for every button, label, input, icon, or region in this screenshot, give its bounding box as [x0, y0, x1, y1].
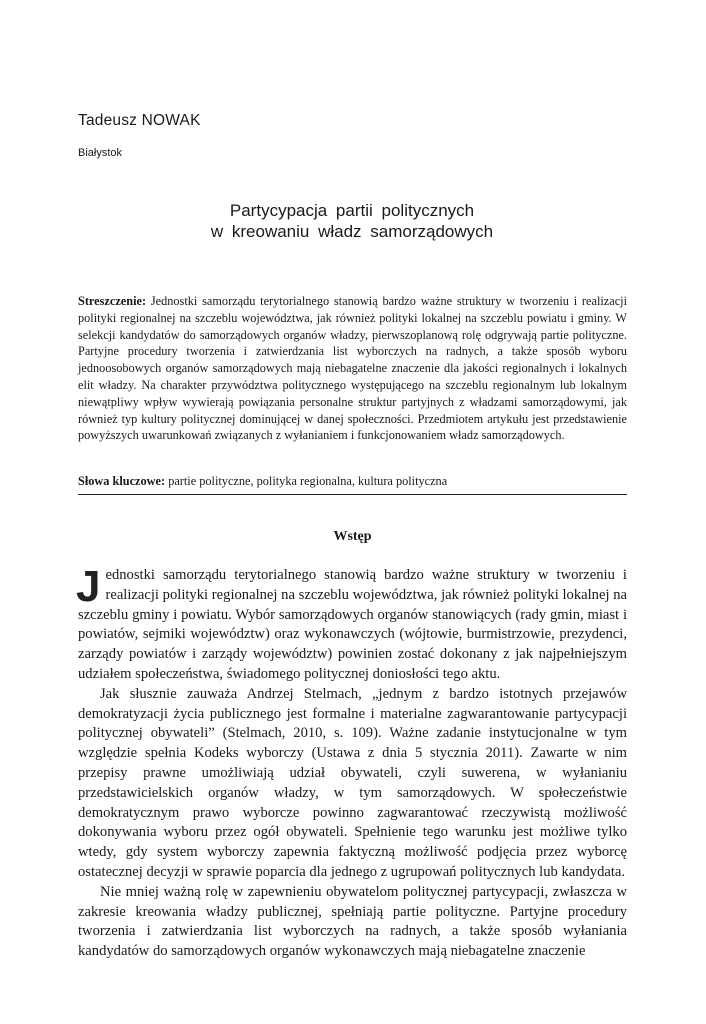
- abstract-label: Streszczenie:: [78, 294, 147, 308]
- keywords-label: Słowa kluczowe:: [78, 474, 166, 488]
- body-text: [76, 562, 627, 962]
- keywords-text: partie polityczne, polityka regionalna, kultura polityczna: [168, 474, 448, 488]
- article-title: [78, 200, 626, 242]
- drop-cap: J: [76, 562, 101, 611]
- author-name: Tadeusz NOWAK: [78, 112, 201, 129]
- article-title-line-1: Partycypacja partii politycznych: [229, 201, 475, 220]
- author-affiliation: Białystok: [78, 147, 123, 159]
- paragraph-1: [76, 562, 627, 685]
- paragraph-1-text: ednostki samorządu terytorialnego stanowią bardzo ważne struktury w tworzeniu i realizacji polityki regionalnej na szczeblu województwa, jak również polityki lokalnej na szczeblu gminy i powiatu. Wybór samorządowych organów stanowiących (rady gmin, miast i powiatów, sejmiki województw) oraz wykonawczych (wójtowie, burmistrzowie, prezydenci, zarządy powiatów i zarządy województw) powinien zostać dokonany z jak najpełniejszym udziałem społeczeństwa, świadomego politycznej doniosłości tego aktu.: [78, 567, 627, 682]
- abstract-text: Jednostki samorządu terytorialnego stanowią bardzo ważne struktury w tworzeniu i realizacji polityki regionalnej na szczeblu województwa, jak również polityki lokalnej na szczeblu powiatu i gminy. W selekcji kandydatów do samorządowych organów władzy, pierwszoplanową rolę odgrywają partie polityczne. Partyjne procedury tworzenia i zatwierdzania list wyborczych na radnych, a także sposób wyboru jednoosobowych organów samorządowych mają niebagatelne znaczenie dla jakości regionalnych i lokalnych elit władzy. Na charakter przywództwa politycznego występującego na szczeblu regionalnym lub lokalnym niewątpliwy wpływ wywierają powiązania personalne struktur partyjnych z władzami samorządowymi, jak również typ kultury politycznej dominującej w danej społeczności. Przedmiotem artykułu jest przedstawienie powyższych uwarunkowań związanych z wyłanianiem i funkcjonowaniem władz samorządowych.: [78, 294, 627, 443]
- abstract: [78, 293, 627, 444]
- horizontal-rule: [78, 494, 627, 495]
- paragraph-3: Nie mniej ważną rolę w zapewnieniu obywatelom politycznej partycypacji, zwłaszcza w zakresie kreowania władzy publicznej, spełniają partie polityczne. Partyjne procedury tworzenia i zatwierdzania list wyborczych na radnych, a także sposób wyłaniania kandydatów do samorządowych organów wykonawczych mają niebagatelne znaczenie: [78, 883, 627, 960]
- keywords: [78, 473, 627, 489]
- paragraph-2: Jak słusznie zauważa Andrzej Stelmach, „jednym z bardzo istotnych przejawów demokratyzacji życia publicznego jest formalne i materialne zagwarantowanie partycypacji politycznej obywateli” (Stelmach, 2010, s. 109). Ważne zadanie instytucjonalne w tym względzie spełnia Kodeks wyborczy (Ustawa z dnia 5 stycznia 2011). Zawarte w nim przepisy prawne umożliwiają udział obywateli, czyli suwerena, w wyłanianiu przedstawicielskich organów władzy, w tym samorządowych. W społeczeństwie demokratycznym prawo wyborcze powinno zagwarantować rzeczywistą możliwość dokonywania wyboru przez ogół obywateli. Spełnienie tego warunku jest możliwe tylko wtedy, gdy system wyborczy zapewnia faktyczną możliwość podjęcia przez wyborcę ostatecznej decyzji w sprawie poparcia dla jednego z ugrupowań politycznych lub kandydata.: [78, 685, 627, 880]
- article-title-line-2: w kreowaniu władz samorządowych: [210, 222, 494, 241]
- section-heading: Wstęp: [333, 529, 372, 544]
